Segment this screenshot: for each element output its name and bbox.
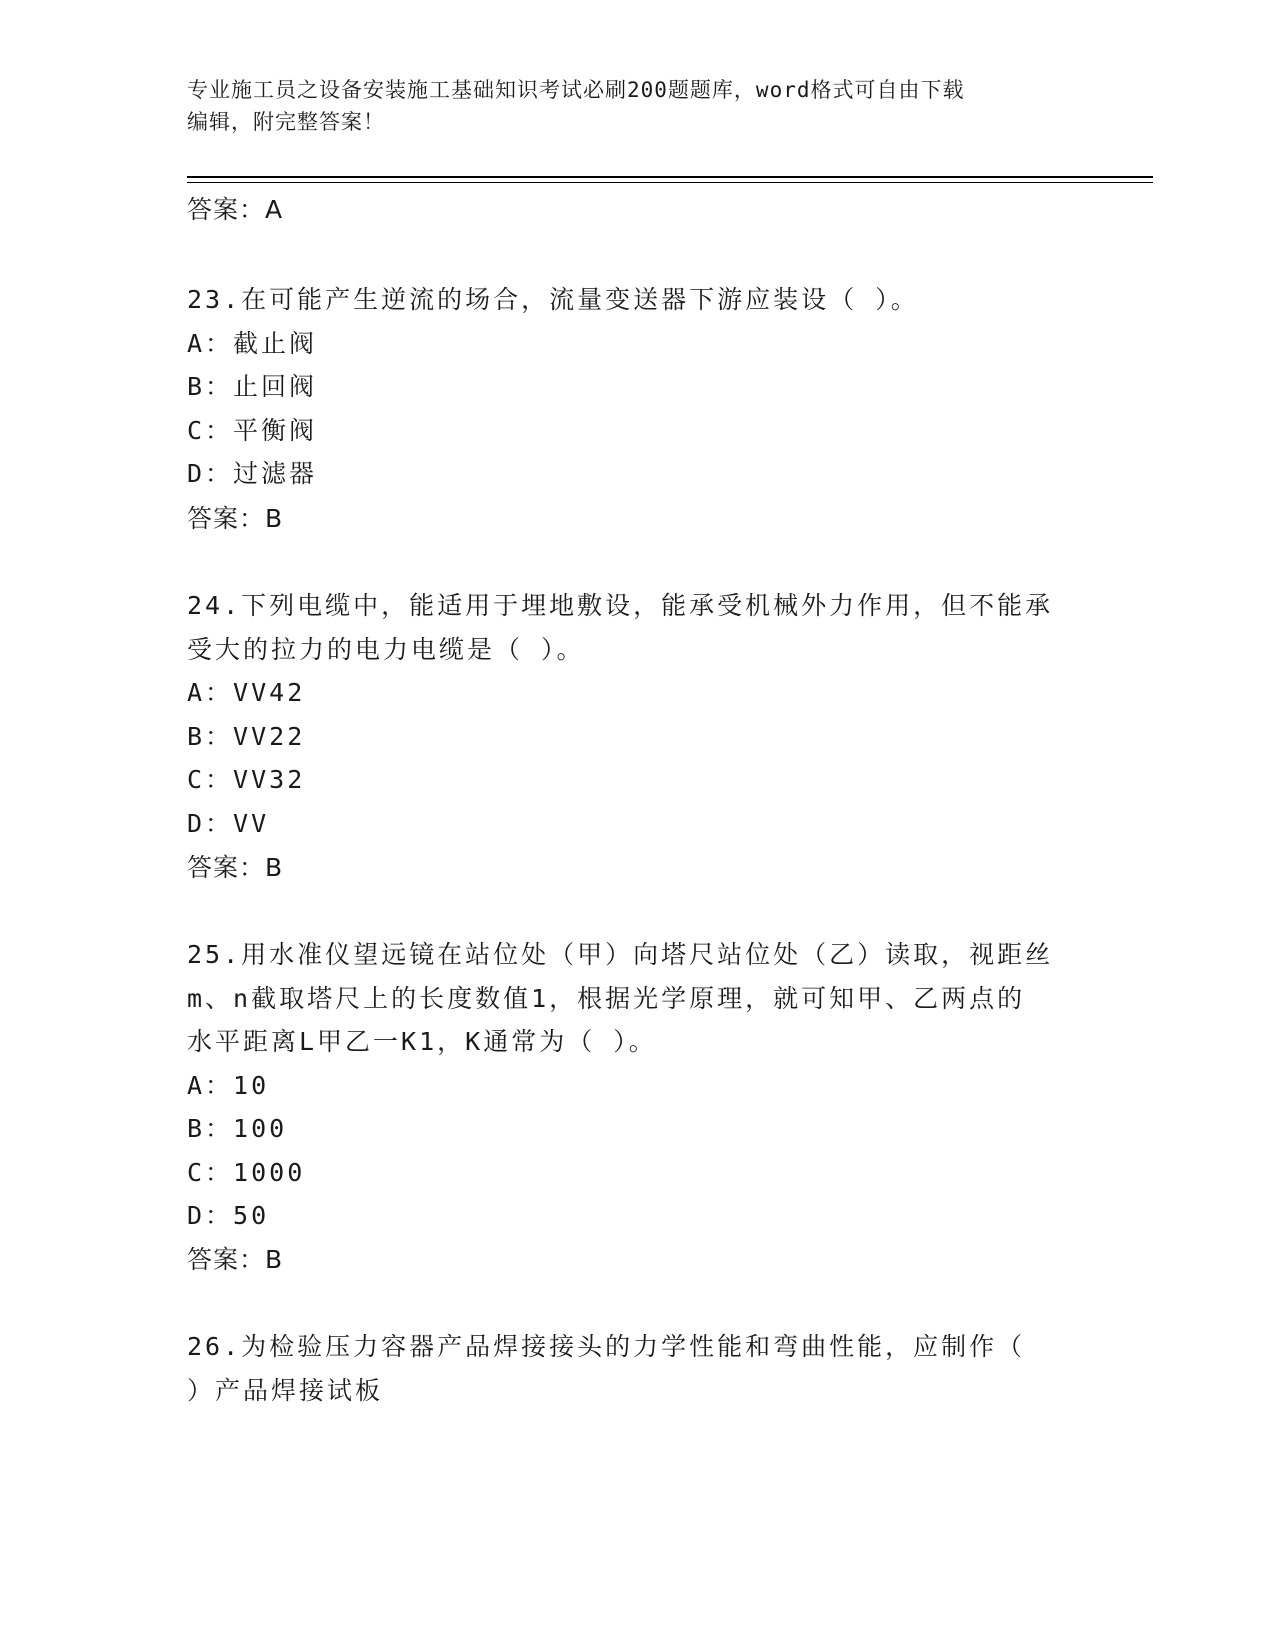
header-line-2: 编辑，附完整答案！ xyxy=(187,110,385,134)
previous-answer: 答案：A xyxy=(187,195,284,224)
question-23-option-a: A：截止阀 xyxy=(187,329,318,358)
question-23-text: 23.在可能产生逆流的场合，流量变送器下游应装设（ ）。 xyxy=(187,285,919,314)
question-24-option-c: C：VV32 xyxy=(187,765,306,794)
question-25-option-d: D：50 xyxy=(187,1201,270,1230)
question-25-option-b: B：100 xyxy=(187,1114,288,1143)
question-26-text-line-1: 26.为检验压力容器产品焊接接头的力学性能和弯曲性能，应制作（ xyxy=(187,1332,1026,1361)
question-23-option-b: B：止回阀 xyxy=(187,372,318,401)
header-divider-thin xyxy=(187,182,1153,183)
question-24-option-a: A：VV42 xyxy=(187,678,306,707)
document-header xyxy=(187,74,1067,138)
header-divider-thick xyxy=(187,176,1153,178)
question-25-text-line-1: 25.用水准仪望远镜在站位处（甲）向塔尺站位处（乙）读取，视距丝 xyxy=(187,940,1054,969)
question-24-text-line-2: 受大的拉力的电力电缆是（ ）。 xyxy=(187,635,585,664)
question-24-option-d: D：VV xyxy=(187,809,270,838)
header-line-1: 专业施工员之设备安装施工基础知识考试必刷200题题库，word格式可自由下载 xyxy=(187,78,965,102)
question-25-option-c: C：1000 xyxy=(187,1158,306,1187)
question-24-text-line-1: 24.下列电缆中，能适用于埋地敷设，能承受机械外力作用，但不能承 xyxy=(187,591,1054,620)
question-26-text-line-2: ）产品焊接试板 xyxy=(187,1376,384,1405)
question-24-answer: 答案：B xyxy=(187,853,284,882)
question-25-text-line-3: 水平距离L甲乙一K1，K通常为（ ）。 xyxy=(187,1027,657,1056)
question-25-answer: 答案：B xyxy=(187,1245,284,1274)
question-25-text-line-2: m、n截取塔尺上的长度数值1，根据光学原理，就可知甲、乙两点的 xyxy=(187,984,1026,1013)
question-23-option-c: C：平衡阀 xyxy=(187,416,318,445)
question-23-answer: 答案：B xyxy=(187,504,284,533)
question-25-option-a: A：10 xyxy=(187,1071,270,1100)
question-23-option-d: D：过滤器 xyxy=(187,459,318,488)
question-24-option-b: B：VV22 xyxy=(187,722,306,751)
